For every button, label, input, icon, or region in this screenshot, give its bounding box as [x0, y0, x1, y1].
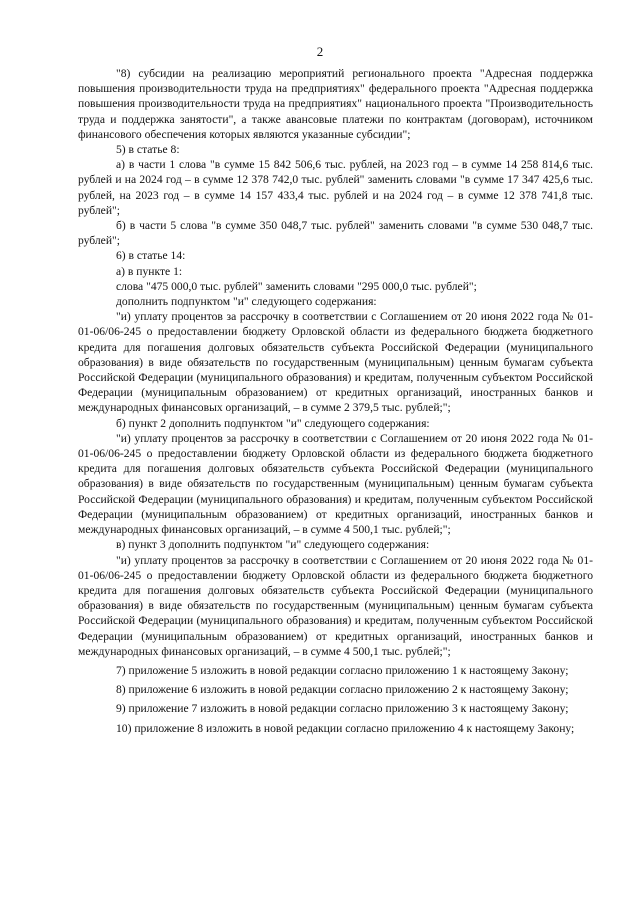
paragraph-item-5: 5) в статье 8: — [116, 143, 180, 157]
document-body — [78, 66, 593, 736]
paragraph-6a-words: слова "475 000,0 тыс. рублей" заменить словами "295 000,0 тыс. рублей"; — [116, 279, 477, 293]
page-number: 2 — [316, 44, 324, 59]
paragraph-item-10: 10) приложение 8 изложить в новой редакции согласно приложению 4 к настоящему Закону; — [116, 721, 575, 735]
paragraph-item-6: 6) в статье 14: — [116, 249, 186, 263]
paragraph-6c: в) пункт 3 дополнить подпунктом "и" следующего содержания: — [116, 538, 430, 552]
paragraph-6a-supplement: дополнить подпунктом "и" следующего содержания: — [116, 295, 377, 309]
paragraph-6b-subitem-i: "и) уплату процентов за рассрочку в соответствии с Соглашением от 20 июня 2022 года № 01-01-06/06-245 о предоставлении бюджету Орловской области из федерального бюджета бюджетного кредита для погашения долговых обязательств субъекта Российской Федерации (муниципального образования) в виде обязательств по государственным (муниципальным) ценным бумагам субъекта Российской Федерации (муниципального образования) и кредитам, полученным субъектом Российской Федерации (муниципальным образованием) от кредитных организаций, иностранных банков и международных финансовых организаций, – в сумме 4 500,1 тыс. рублей;"; — [78, 431, 593, 537]
paragraph-6b: б) пункт 2 дополнить подпунктом "и" следующего содержания: — [116, 416, 430, 430]
paragraph-item-9: 9) приложение 7 изложить в новой редакции согласно приложению 3 к настоящему Закону; — [116, 702, 569, 716]
paragraph-item-8: 8) приложение 6 изложить в новой редакции согласно приложению 2 к настоящему Закону; — [116, 683, 569, 697]
paragraph-6a: а) в пункте 1: — [116, 264, 183, 278]
paragraph-8-subsidies: "8) субсидии на реализацию мероприятий регионального проекта "Адресная поддержка повышения производительности труда на предприятиях" федерального проекта "Адресная поддержка повышения производительности труда на предприятиях" национального проекта "Производительность труда и поддержка занятости", а также авансовые платежи по контрактам (договорам), источником финансового обеспечения которых являются указанные субсидии"; — [78, 67, 593, 141]
paragraph-5a: а) в части 1 слова "в сумме 15 842 506,6 тыс. рублей, на 2023 год – в сумме 14 258 814,6 тыс. рублей и на 2024 год – в сумме 12 378 742,0 тыс. рублей" заменить словами "в сумме 17 347 425,6 тыс. рублей, на 2023 год – в сумме 14 157 433,4 тыс. рублей и на 2024 год – в сумме 12 378 741,8 тыс. рублей"; — [78, 158, 593, 217]
paragraph-6a-subitem-i: "и) уплату процентов за рассрочку в соответствии с Соглашением от 20 июня 2022 года № 01-01-06/06-245 о предоставлении бюджету Орловской области из федерального бюджета бюджетного кредита для погашения долговых обязательств субъекта Российской Федерации (муниципального образования) в виде обязательств по государственным (муниципальным) ценным бумагам субъекта Российской Федерации (муниципального образования) и кредитам, полученным субъектом Российской Федерации (муниципальным образованием) от кредитных организаций, иностранных банков и международных финансовых организаций, – в сумме 2 379,5 тыс. рублей;"; — [78, 310, 593, 415]
paragraph-5b: б) в части 5 слова "в сумме 350 048,7 тыс. рублей" заменить словами "в сумме 530 048,7 тыс. рублей"; — [78, 219, 593, 248]
paragraph-6c-subitem-i: "и) уплату процентов за рассрочку в соответствии с Соглашением от 20 июня 2022 года № 01-01-06/06-245 о предоставлении бюджету Орловской области из федерального бюджета бюджетного кредита для погашения долговых обязательств субъекта Российской Федерации (муниципального образования) в виде обязательств по государственным (муниципальным) ценным бумагам субъекта Российской Федерации (муниципального образования) и кредитам, полученным субъектом Российской Федерации (муниципальным образованием) от кредитных организаций, иностранных банков и международных финансовых организаций, – в сумме 4 500,1 тыс. рублей;"; — [78, 553, 593, 658]
paragraph-item-7: 7) приложение 5 изложить в новой редакции согласно приложению 1 к настоящему Закону; — [116, 663, 569, 677]
